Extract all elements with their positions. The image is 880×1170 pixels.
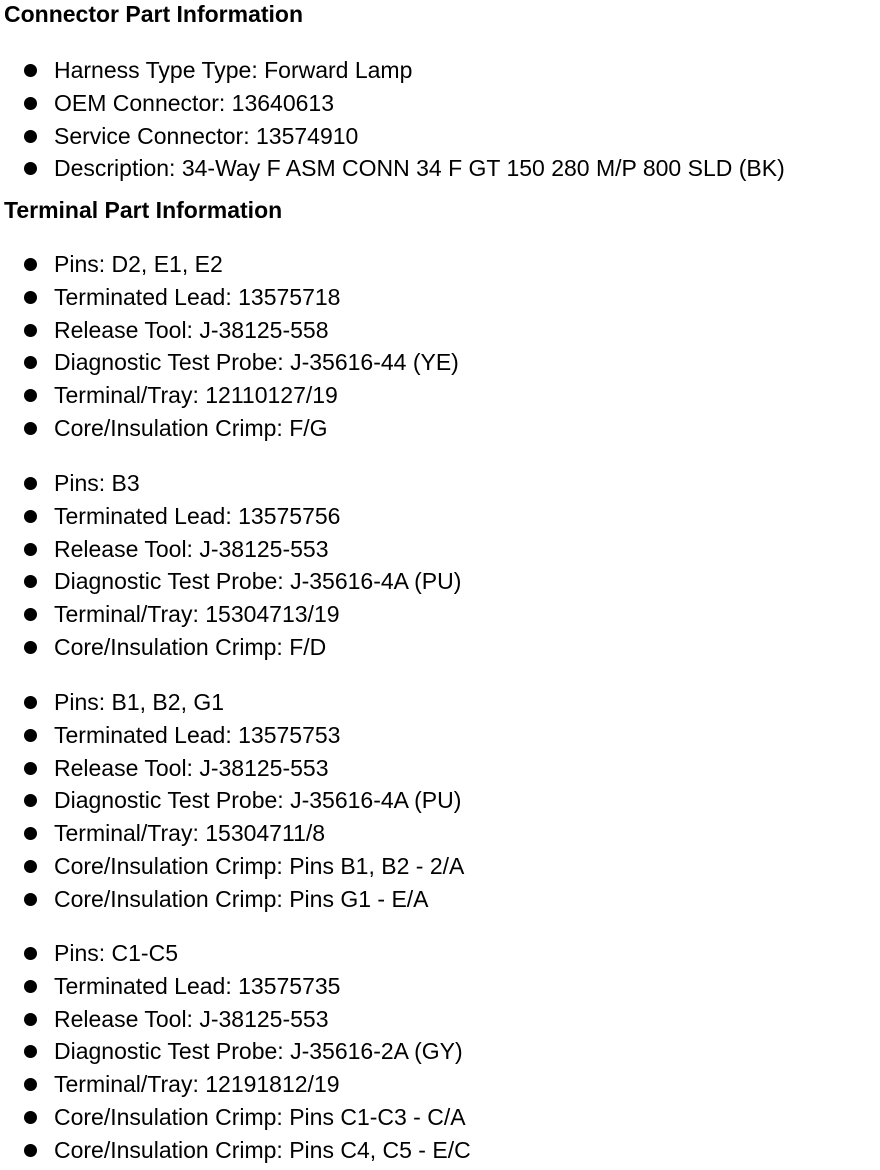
list-item xyxy=(0,1035,471,1068)
list-item-text: Core/Insulation Crimp: Pins C4, C5 - E/C xyxy=(54,1136,471,1163)
list-item-text: Diagnostic Test Probe: J-35616-44 (YE) xyxy=(54,349,459,376)
list-item xyxy=(0,784,464,817)
bullet-icon xyxy=(24,97,37,110)
bullet-icon xyxy=(24,794,37,807)
list-item-text: Terminated Lead: 13575756 xyxy=(54,502,341,529)
bullet-icon xyxy=(24,860,37,873)
bullet-icon xyxy=(24,827,37,840)
list-item-text: Terminal/Tray: 12191812/19 xyxy=(54,1071,340,1098)
list-item-text: Pins: B3 xyxy=(54,470,140,496)
list-item-text: Harness Type Type: Forward Lamp xyxy=(54,57,413,83)
list-item-text: Pins: B1, B2, G1 xyxy=(54,689,225,715)
list-item xyxy=(0,54,785,87)
bullet-icon xyxy=(24,510,37,523)
list-item-text: Terminal/Tray: 12110127/19 xyxy=(54,382,338,409)
bullet-icon xyxy=(24,893,37,906)
list-item-text: Pins: D2, E1, E2 xyxy=(54,251,223,277)
list-item-text: Terminated Lead: 13575718 xyxy=(54,283,341,310)
list-item-text: Core/Insulation Crimp: F/D xyxy=(54,633,327,660)
list-item xyxy=(0,631,461,664)
bullet-icon xyxy=(24,324,37,337)
list-item xyxy=(0,379,459,412)
list-item-text: OEM Connector: 13640613 xyxy=(54,89,335,116)
bullet-icon xyxy=(24,980,37,993)
bullet-icon xyxy=(24,64,37,77)
list-item-text: Release Tool: J-38125-553 xyxy=(54,754,329,781)
terminal-part-heading: Terminal Part Information xyxy=(4,197,283,223)
list-item-text: Terminated Lead: 13575735 xyxy=(54,972,341,999)
list-item-text: Terminal/Tray: 15304711/8 xyxy=(54,820,326,847)
list-item xyxy=(0,533,461,566)
bullet-icon xyxy=(24,1078,37,1091)
list-item xyxy=(0,152,785,185)
list-item xyxy=(0,1134,471,1167)
list-item xyxy=(0,500,461,533)
list-item xyxy=(0,467,461,500)
bullet-icon xyxy=(24,258,37,271)
bullet-icon xyxy=(24,291,37,304)
list-item xyxy=(0,248,459,281)
bullet-icon xyxy=(24,608,37,621)
bullet-icon xyxy=(24,162,37,175)
list-item xyxy=(0,565,461,598)
list-item xyxy=(0,281,459,314)
list-item-text: Diagnostic Test Probe: J-35616-4A (PU) xyxy=(54,787,462,814)
list-item xyxy=(0,346,459,379)
list-item xyxy=(0,598,461,631)
list-item-text: Pins: C1-C5 xyxy=(54,940,178,966)
list-item xyxy=(0,883,464,916)
bullet-icon xyxy=(24,762,37,775)
list-item xyxy=(0,752,464,785)
bullet-icon xyxy=(24,1111,37,1124)
list-item-text: Core/Insulation Crimp: F/G xyxy=(54,414,328,441)
bullet-icon xyxy=(24,543,37,556)
bullet-icon xyxy=(24,356,37,369)
terminal-group-list xyxy=(0,248,459,445)
list-item-text: Core/Insulation Crimp: Pins B1, B2 - 2/A xyxy=(54,852,465,879)
list-item xyxy=(0,87,785,120)
list-item-text: Core/Insulation Crimp: Pins C1-C3 - C/A xyxy=(54,1103,466,1130)
list-item-text: Release Tool: J-38125-553 xyxy=(54,535,329,562)
connector-part-heading: Connector Part Information xyxy=(4,1,304,27)
bullet-icon xyxy=(24,729,37,742)
list-item-text: Service Connector: 13574910 xyxy=(54,122,359,149)
bullet-icon xyxy=(24,1013,37,1026)
bullet-icon xyxy=(24,1045,37,1058)
list-item xyxy=(0,1101,471,1134)
bullet-icon xyxy=(24,947,37,960)
list-item xyxy=(0,686,464,719)
bullet-icon xyxy=(24,130,37,143)
bullet-icon xyxy=(24,696,37,709)
list-item-text: Core/Insulation Crimp: Pins G1 - E/A xyxy=(54,885,429,912)
bullet-icon xyxy=(24,389,37,402)
list-item xyxy=(0,120,785,153)
connector-info-list xyxy=(0,54,785,185)
terminal-group-list xyxy=(0,467,461,664)
list-item xyxy=(0,937,471,970)
list-item-text: Terminal/Tray: 15304713/19 xyxy=(54,601,340,628)
bullet-icon xyxy=(24,422,37,435)
list-item-text: Diagnostic Test Probe: J-35616-2A (GY) xyxy=(54,1038,463,1065)
terminal-group-list xyxy=(0,937,471,1167)
list-item-text: Diagnostic Test Probe: J-35616-4A (PU) xyxy=(54,568,462,595)
list-item-text: Release Tool: J-38125-558 xyxy=(54,316,329,343)
list-item xyxy=(0,1068,471,1101)
bullet-icon xyxy=(24,1144,37,1157)
list-item xyxy=(0,1003,471,1036)
list-item-text: Description: 34-Way F ASM CONN 34 F GT 150 280 M/P 800 SLD (BK) xyxy=(54,155,785,182)
bullet-icon xyxy=(24,477,37,490)
list-item-text: Release Tool: J-38125-553 xyxy=(54,1005,329,1032)
terminal-group-list xyxy=(0,686,464,916)
list-item-text: Terminated Lead: 13575753 xyxy=(54,721,341,748)
bullet-icon xyxy=(24,641,37,654)
list-item xyxy=(0,970,471,1003)
list-item xyxy=(0,314,459,347)
list-item xyxy=(0,719,464,752)
bullet-icon xyxy=(24,575,37,588)
list-item xyxy=(0,817,464,850)
list-item xyxy=(0,412,459,445)
list-item xyxy=(0,850,464,883)
